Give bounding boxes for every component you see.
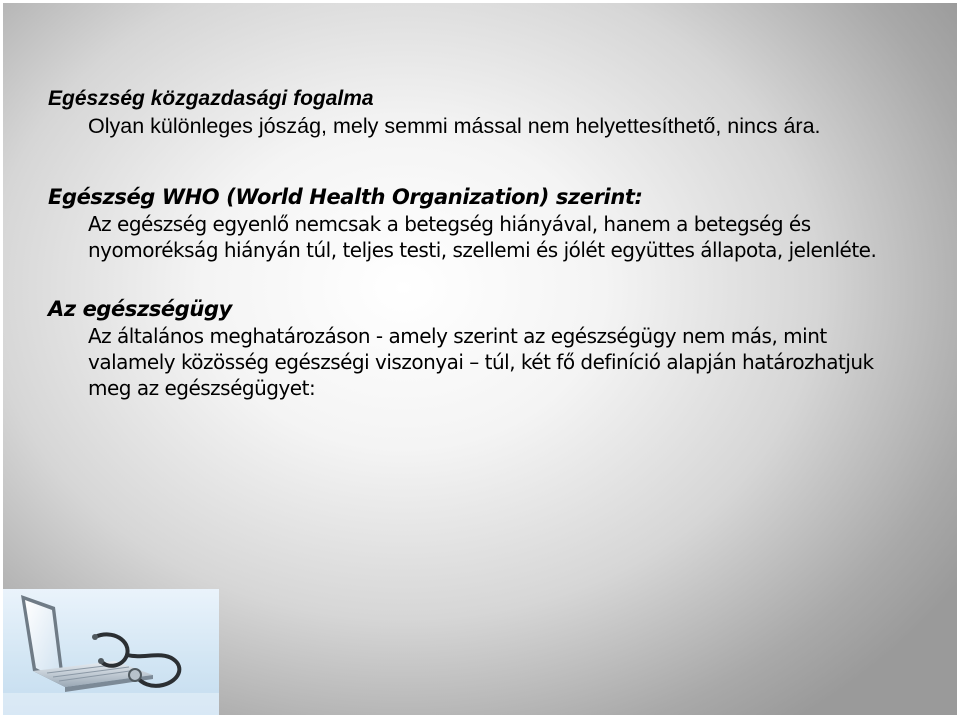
slide-content [48, 85, 928, 401]
section-body-economic: Olyan különleges jószág, mely semmi mással nem helyettesíthető, nincs ára. [88, 114, 821, 138]
section-heading-healthcare: Az egészségügy [48, 297, 232, 321]
section-heading-who: Egészség WHO (World Health Organization) szerint: [48, 185, 643, 209]
section-heading-economic: Egészség közgazdasági fogalma [48, 87, 374, 110]
laptop-icon [3, 589, 219, 715]
slide [3, 3, 957, 715]
section-body-who: Az egészség egyenlő nemcsak a betegség hiányával, hanem a betegség és nyomorékság hiányán túl, teljes testi, szellemi és jólét együttes állapota, jelenléte. [88, 212, 877, 262]
laptop-stethoscope-image [3, 589, 219, 715]
section-body-healthcare: Az általános meghatározáson - amely szerint az egészségügy nem más, mint valamely közösség egészségi viszonyai – túl, két fő definíció alapján határozhatjuk meg az egészségügyet: [88, 324, 874, 400]
